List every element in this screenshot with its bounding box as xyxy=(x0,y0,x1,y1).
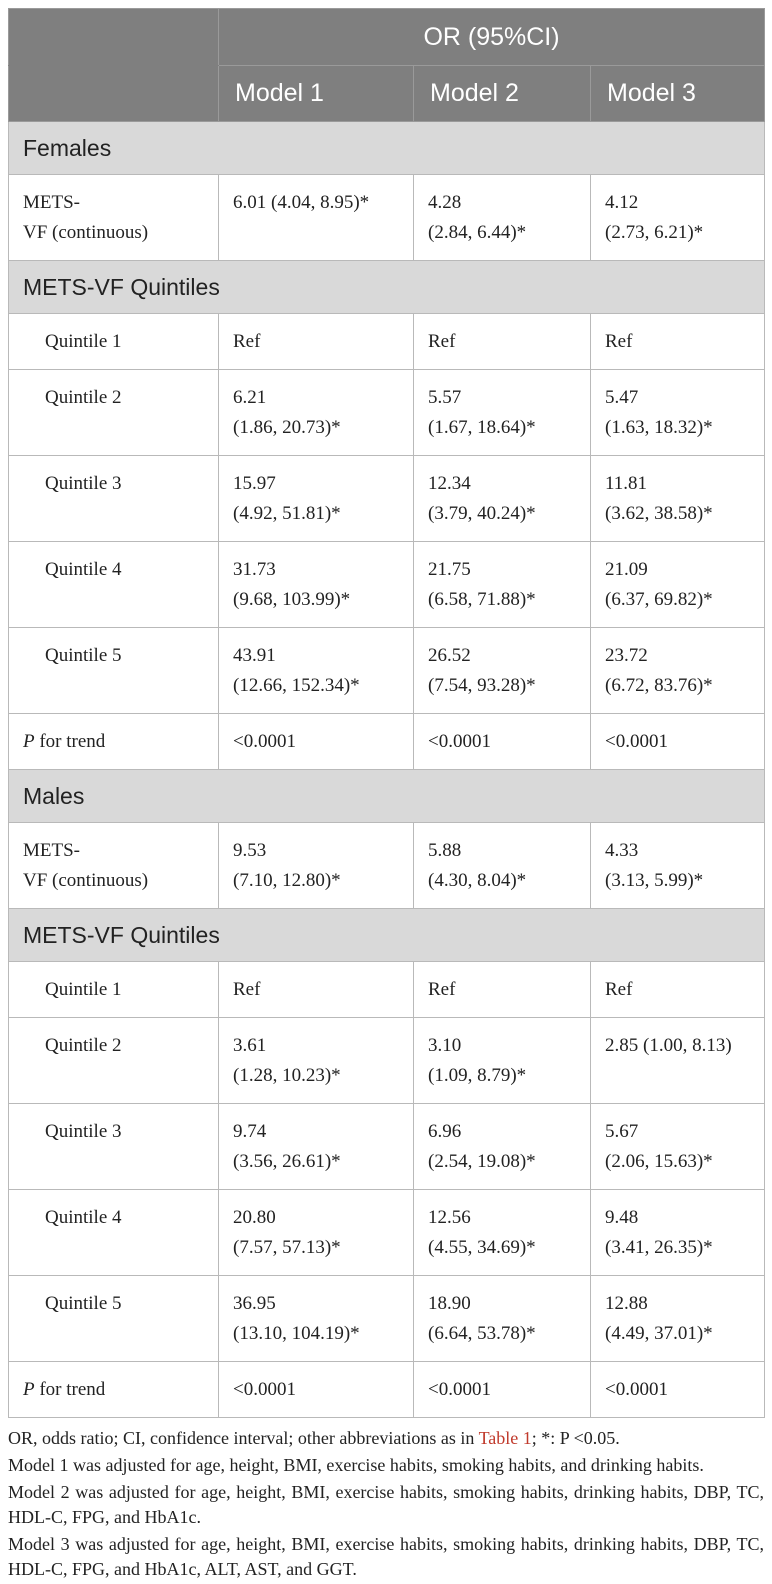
section-header-row xyxy=(9,770,765,823)
value-line: 6.96 xyxy=(428,1121,462,1142)
value-line: 4.28 xyxy=(428,192,462,213)
value-line: 12.88 xyxy=(605,1293,648,1314)
footnote-model-1: Model 1 was adjusted for age, height, BMI, exercise habits, smoking habits, and drinking habits. xyxy=(8,1455,704,1475)
row-label xyxy=(9,1190,219,1276)
row-label-line: Quintile 3 xyxy=(45,473,122,494)
model-2-value-cell xyxy=(414,823,591,909)
value-line: 6.01 (4.04, 8.95)* xyxy=(233,192,370,213)
value-line: 31.73 xyxy=(233,559,276,580)
model-1-value-cell xyxy=(219,370,414,456)
model-2-value-cell xyxy=(414,175,591,261)
value-line: (2.54, 19.08)* xyxy=(428,1151,536,1172)
model-3-value-cell xyxy=(591,314,765,370)
value-line: 2.85 (1.00, 8.13) xyxy=(605,1035,732,1056)
footnote-model-3: Model 3 was adjusted for age, height, BMI, exercise habits, smoking habits, drinking habits, DBP, TC, HDL-C, FPG, and HbA1c, ALT, AST, and GGT. xyxy=(8,1534,764,1579)
header-model-1: Model 1 xyxy=(219,66,414,122)
model-2-value-cell xyxy=(414,456,591,542)
row-label-line: Quintile 4 xyxy=(45,559,122,580)
table-row xyxy=(9,714,765,770)
value-line: (3.13, 5.99)* xyxy=(605,870,704,891)
value-line: 4.12 xyxy=(605,192,639,213)
value-line: (2.84, 6.44)* xyxy=(428,222,527,243)
model-2-value-cell xyxy=(414,542,591,628)
value-line: (13.10, 104.19)* xyxy=(233,1323,360,1344)
value-line: (4.49, 37.01)* xyxy=(605,1323,713,1344)
model-3-value-cell xyxy=(591,1190,765,1276)
row-label xyxy=(9,628,219,714)
value-line: 6.21 xyxy=(233,387,267,408)
model-2-value-cell xyxy=(414,714,591,770)
value-line: 36.95 xyxy=(233,1293,276,1314)
odds-ratio-table xyxy=(8,8,765,1418)
value-line: 9.53 xyxy=(233,840,267,861)
value-line: (1.28, 10.23)* xyxy=(233,1065,341,1086)
model-3-value-cell xyxy=(591,542,765,628)
value-line: 15.97 xyxy=(233,473,276,494)
row-label xyxy=(9,314,219,370)
row-label xyxy=(9,1362,219,1418)
table-row xyxy=(9,1104,765,1190)
model-3-value-cell xyxy=(591,456,765,542)
footnote-model-2: Model 2 was adjusted for age, height, BMI, exercise habits, smoking habits, drinking habits, DBP, TC, HDL-C, FPG, and HbA1c. xyxy=(8,1482,764,1527)
value-line: (3.79, 40.24)* xyxy=(428,503,536,524)
value-line: (4.55, 34.69)* xyxy=(428,1237,536,1258)
model-3-value-cell xyxy=(591,1018,765,1104)
table-row xyxy=(9,1362,765,1418)
table-body xyxy=(9,122,765,1418)
value-line: 12.56 xyxy=(428,1207,471,1228)
model-1-value-cell xyxy=(219,1190,414,1276)
model-1-value-cell xyxy=(219,962,414,1018)
footnote-abbrev-suffix: ; *: P <0.05. xyxy=(531,1428,620,1448)
section-title: Females xyxy=(9,122,765,175)
value-line: 26.52 xyxy=(428,645,471,666)
row-label xyxy=(9,1104,219,1190)
value-line: 3.61 xyxy=(233,1035,267,1056)
value-line: 9.48 xyxy=(605,1207,639,1228)
model-1-value-cell xyxy=(219,1104,414,1190)
value-line: 20.80 xyxy=(233,1207,276,1228)
row-label-rest: for trend xyxy=(34,731,106,752)
table-row xyxy=(9,456,765,542)
section-header-row xyxy=(9,261,765,314)
model-1-value-cell xyxy=(219,1276,414,1362)
model-1-value-cell xyxy=(219,1018,414,1104)
value-line: 21.09 xyxy=(605,559,648,580)
value-line: <0.0001 xyxy=(605,1379,668,1400)
value-line: 5.57 xyxy=(428,387,462,408)
row-label-line: METS- xyxy=(23,840,80,861)
section-title: METS-VF Quintiles xyxy=(9,909,765,962)
header-corner-cell-lower xyxy=(9,66,219,122)
table-row xyxy=(9,1190,765,1276)
model-1-value-cell xyxy=(219,714,414,770)
row-label xyxy=(9,456,219,542)
value-line: 3.10 xyxy=(428,1035,462,1056)
row-label-line: Quintile 5 xyxy=(45,1293,122,1314)
table-row xyxy=(9,1276,765,1362)
value-line: <0.0001 xyxy=(428,1379,491,1400)
header-model-3: Model 3 xyxy=(591,66,765,122)
table-row xyxy=(9,542,765,628)
model-1-value-cell xyxy=(219,314,414,370)
section-header-row xyxy=(9,909,765,962)
row-label-line: VF (continuous) xyxy=(23,222,149,243)
value-line: 21.75 xyxy=(428,559,471,580)
value-line: (7.54, 93.28)* xyxy=(428,675,536,696)
row-label xyxy=(9,823,219,909)
value-line: 9.74 xyxy=(233,1121,267,1142)
model-2-value-cell xyxy=(414,1362,591,1418)
model-2-value-cell xyxy=(414,1018,591,1104)
model-3-value-cell xyxy=(591,370,765,456)
value-line: (6.64, 53.78)* xyxy=(428,1323,536,1344)
row-label xyxy=(9,175,219,261)
value-line: 23.72 xyxy=(605,645,648,666)
value-line: Ref xyxy=(428,331,456,352)
value-line: 43.91 xyxy=(233,645,276,666)
value-line: 5.67 xyxy=(605,1121,639,1142)
table-row xyxy=(9,175,765,261)
model-3-value-cell xyxy=(591,628,765,714)
value-line: (3.41, 26.35)* xyxy=(605,1237,713,1258)
row-label-line: Quintile 2 xyxy=(45,1035,122,1056)
value-line: 11.81 xyxy=(605,473,648,494)
section-title: METS-VF Quintiles xyxy=(9,261,765,314)
value-line: (4.92, 51.81)* xyxy=(233,503,341,524)
value-line: (6.72, 83.76)* xyxy=(605,675,713,696)
row-label-line: Quintile 2 xyxy=(45,387,122,408)
row-label-line: Quintile 3 xyxy=(45,1121,122,1142)
model-1-value-cell xyxy=(219,175,414,261)
value-line: (2.06, 15.63)* xyxy=(605,1151,713,1172)
value-line: (3.62, 38.58)* xyxy=(605,503,713,524)
model-2-value-cell xyxy=(414,1104,591,1190)
row-label xyxy=(9,1276,219,1362)
header-row-models xyxy=(9,66,765,122)
table-row xyxy=(9,370,765,456)
row-label xyxy=(9,714,219,770)
row-label xyxy=(9,542,219,628)
value-line: (2.73, 6.21)* xyxy=(605,222,704,243)
value-line: 4.33 xyxy=(605,840,639,861)
model-3-value-cell xyxy=(591,175,765,261)
row-label-line: Quintile 1 xyxy=(45,979,122,1000)
header-model-2: Model 2 xyxy=(414,66,591,122)
row-label-line: Quintile 5 xyxy=(45,645,122,666)
value-line: <0.0001 xyxy=(605,731,668,752)
header-group-label: OR (95%CI) xyxy=(219,9,765,66)
table-row xyxy=(9,962,765,1018)
value-line: <0.0001 xyxy=(428,731,491,752)
model-2-value-cell xyxy=(414,628,591,714)
table-row xyxy=(9,1018,765,1104)
header-corner-cell xyxy=(9,9,219,66)
section-header-row xyxy=(9,122,765,175)
value-line: 5.47 xyxy=(605,387,639,408)
model-3-value-cell xyxy=(591,1104,765,1190)
section-title: Males xyxy=(9,770,765,823)
table-footnotes xyxy=(8,1426,764,1582)
header-row-group xyxy=(9,9,765,66)
value-line: 5.88 xyxy=(428,840,462,861)
value-line: (6.58, 71.88)* xyxy=(428,589,536,610)
value-line: Ref xyxy=(605,331,633,352)
model-2-value-cell xyxy=(414,370,591,456)
value-line: Ref xyxy=(233,331,261,352)
value-line: (1.67, 18.64)* xyxy=(428,417,536,438)
row-label xyxy=(9,1018,219,1104)
row-label xyxy=(9,370,219,456)
model-1-value-cell xyxy=(219,542,414,628)
value-line: (7.10, 12.80)* xyxy=(233,870,341,891)
table-1-link[interactable]: Table 1 xyxy=(478,1428,532,1448)
model-2-value-cell xyxy=(414,962,591,1018)
model-3-value-cell xyxy=(591,823,765,909)
model-2-value-cell xyxy=(414,1190,591,1276)
model-2-value-cell xyxy=(414,314,591,370)
row-label-line: METS- xyxy=(23,192,80,213)
value-line: (7.57, 57.13)* xyxy=(233,1237,341,1258)
table-row xyxy=(9,628,765,714)
value-line: <0.0001 xyxy=(233,731,296,752)
model-3-value-cell xyxy=(591,714,765,770)
model-1-value-cell xyxy=(219,1362,414,1418)
model-3-value-cell xyxy=(591,1276,765,1362)
row-label-italic: P xyxy=(23,1379,35,1400)
value-line: 12.34 xyxy=(428,473,471,494)
table-row xyxy=(9,314,765,370)
value-line: Ref xyxy=(233,979,261,1000)
row-label-line: VF (continuous) xyxy=(23,870,149,891)
value-line: (1.63, 18.32)* xyxy=(605,417,713,438)
value-line: <0.0001 xyxy=(233,1379,296,1400)
value-line: (3.56, 26.61)* xyxy=(233,1151,341,1172)
row-label-line: Quintile 1 xyxy=(45,331,122,352)
results-table-container xyxy=(8,8,764,1584)
model-1-value-cell xyxy=(219,456,414,542)
model-1-value-cell xyxy=(219,823,414,909)
row-label-line: Quintile 4 xyxy=(45,1207,122,1228)
model-2-value-cell xyxy=(414,1276,591,1362)
row-label-italic: P xyxy=(23,731,35,752)
value-line: Ref xyxy=(428,979,456,1000)
row-label-rest: for trend xyxy=(34,1379,106,1400)
value-line: (12.66, 152.34)* xyxy=(233,675,360,696)
value-line: 18.90 xyxy=(428,1293,471,1314)
value-line: (9.68, 103.99)* xyxy=(233,589,351,610)
table-row xyxy=(9,823,765,909)
row-label xyxy=(9,962,219,1018)
footnote-abbreviations xyxy=(8,1426,764,1451)
model-1-value-cell xyxy=(219,628,414,714)
model-3-value-cell xyxy=(591,1362,765,1418)
value-line: (1.09, 8.79)* xyxy=(428,1065,527,1086)
value-line: (6.37, 69.82)* xyxy=(605,589,713,610)
model-3-value-cell xyxy=(591,962,765,1018)
value-line: (4.30, 8.04)* xyxy=(428,870,527,891)
value-line: (1.86, 20.73)* xyxy=(233,417,341,438)
footnote-abbrev-text: OR, odds ratio; CI, confidence interval; other abbreviations as in xyxy=(8,1428,479,1448)
value-line: Ref xyxy=(605,979,633,1000)
